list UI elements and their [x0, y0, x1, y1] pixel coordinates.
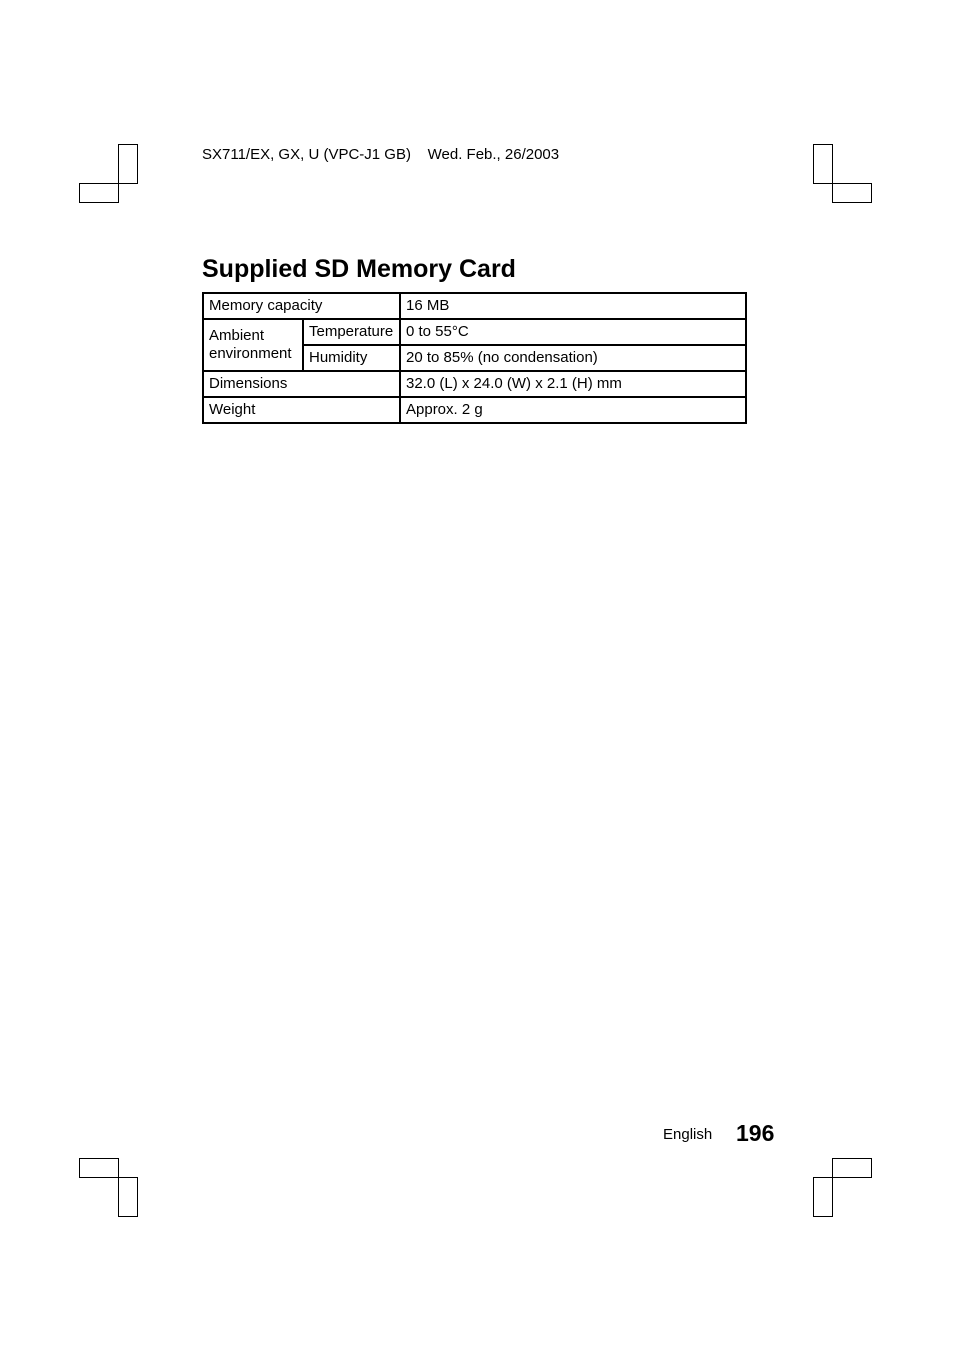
page-header: [202, 146, 559, 163]
crop-mark-bottom-left-horizontal: [79, 1158, 119, 1178]
header-model: SX711/EX, GX, U (VPC-J1 GB): [202, 146, 411, 163]
humidity-value: 20 to 85% (no condensation): [400, 345, 746, 371]
crop-mark-top-left-vertical: [118, 144, 138, 184]
crop-mark-top-right-vertical: [813, 144, 833, 184]
memory-capacity-label: Memory capacity: [203, 293, 400, 319]
table-row: [203, 371, 746, 397]
memory-capacity-value: 16 MB: [400, 293, 746, 319]
dimensions-label: Dimensions: [203, 371, 400, 397]
temperature-label: Temperature: [303, 319, 400, 345]
crop-mark-bottom-right-vertical: [813, 1177, 833, 1217]
humidity-label: Humidity: [303, 345, 400, 371]
crop-mark-bottom-left-vertical: [118, 1177, 138, 1217]
weight-value: Approx. 2 g: [400, 397, 746, 423]
table-row: [203, 319, 746, 345]
crop-mark-bottom-right-horizontal: [832, 1158, 872, 1178]
crop-mark-top-left-horizontal: [79, 183, 119, 203]
spec-table: [202, 292, 747, 424]
dimensions-value: 32.0 (L) x 24.0 (W) x 2.1 (H) mm: [400, 371, 746, 397]
header-date: Wed. Feb., 26/2003: [427, 146, 560, 163]
page-number: 196: [736, 1120, 775, 1146]
weight-label: Weight: [203, 397, 400, 423]
section-title: Supplied SD Memory Card: [202, 255, 516, 283]
table-row: [203, 397, 746, 423]
footer-language: English: [663, 1126, 713, 1143]
temperature-value: 0 to 55°C: [400, 319, 746, 345]
table-row: [203, 293, 746, 319]
ambient-environment-label: Ambient environment: [203, 319, 303, 371]
crop-mark-top-right-horizontal: [832, 183, 872, 203]
